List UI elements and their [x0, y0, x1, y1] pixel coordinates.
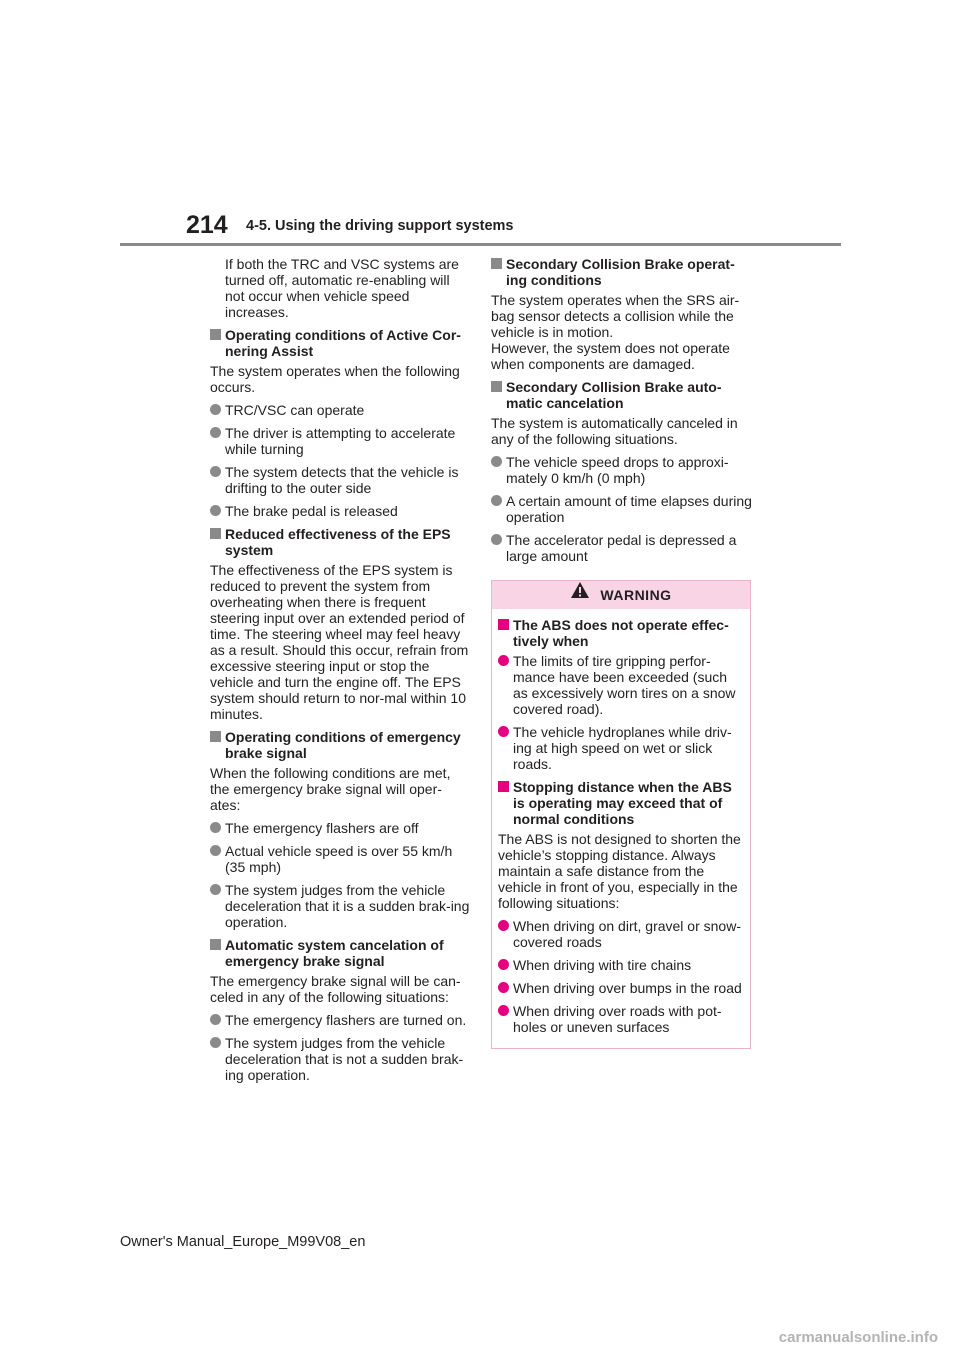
list-item [210, 425, 472, 457]
list-item [498, 1003, 744, 1035]
paragraph: The ABS is not designed to shorten the vehicle’s stopping distance. Always maintain a safe distance from the vehicle in front of you, especially in the following situations: [498, 831, 741, 911]
header-divider [120, 243, 841, 246]
paragraph [491, 292, 753, 372]
section-title: 4-5. Using the driving support systems [246, 218, 514, 234]
list-item-text: The brake pedal is released [225, 503, 398, 519]
right-column [491, 256, 753, 1049]
circle-bullet-icon [210, 1014, 221, 1025]
paragraph-line: However, the system does not operate when components are damaged. [491, 340, 730, 372]
heading-text: Automatic system cancelation of emergency brake signal [225, 937, 444, 969]
warning-heading-abs [498, 617, 744, 649]
list-item-text: The system detects that the vehicle is drifting to the outer side [225, 464, 459, 496]
warning-heading-stopping [498, 779, 744, 827]
heading-text: Secondary Collision Brake operat-ing conditions [506, 256, 735, 288]
footer-text: Owner's Manual_Europe_M99V08_en [120, 1234, 366, 1250]
section-heading-auto-cancel [210, 937, 472, 969]
square-bullet-icon [491, 381, 502, 392]
square-bullet-icon [210, 939, 221, 950]
heading-text: Operating conditions of Active Cor-nering Assist [225, 327, 461, 359]
intro-paragraph: If both the TRC and VSC systems are turned off, automatic re-enabling will not occur when vehicle speed increases. [225, 256, 459, 320]
warning-header [492, 581, 750, 609]
list-item-text: The limits of tire gripping perfor-mance have been exceeded (such as excessively worn tires on a snow covered road). [513, 653, 736, 717]
circle-bullet-icon [210, 822, 221, 833]
list-item [210, 820, 472, 836]
heading-text: Operating conditions of emergency brake signal [225, 729, 461, 761]
square-bullet-icon [210, 329, 221, 340]
circle-bullet-icon [498, 655, 509, 666]
circle-bullet-icon [491, 456, 502, 467]
watermark: carmanualsonline.info [778, 1329, 938, 1346]
circle-bullet-icon [498, 1005, 509, 1016]
list-item [498, 957, 744, 973]
paragraph-line: The system operates when the SRS air-bag sensor detects a collision while the vehicle is in motion. [491, 292, 740, 340]
warning-body [492, 609, 750, 1048]
circle-bullet-icon [210, 505, 221, 516]
list-item [491, 454, 753, 486]
circle-bullet-icon [491, 495, 502, 506]
square-bullet-icon [491, 258, 502, 269]
list-item [210, 1035, 472, 1083]
list-item-text: The vehicle speed drops to approxi-mately 0 km/h (0 mph) [506, 454, 729, 486]
list-item-text: The system judges from the vehicle deceleration that it is a sudden brak-ing operation. [225, 882, 470, 930]
list-item [498, 653, 744, 717]
section-heading-active-cornering [210, 327, 472, 359]
warning-triangle-icon [570, 580, 590, 608]
list-item [498, 918, 744, 950]
section-heading-scb-cancel [491, 379, 753, 411]
list-item-text: TRC/VSC can operate [225, 402, 365, 418]
circle-bullet-icon [210, 884, 221, 895]
circle-bullet-icon [498, 726, 509, 737]
square-bullet-icon [210, 528, 221, 539]
paragraph: The emergency brake signal will be can-celed in any of the following situations: [210, 973, 461, 1005]
square-bullet-icon [498, 619, 509, 630]
list-item-text: The vehicle hydroplanes while driv-ing at high speed on wet or slick roads. [513, 724, 732, 772]
list-item [210, 882, 472, 930]
warning-title: WARNING [600, 587, 672, 603]
heading-text: Reduced effectiveness of the EPS system [225, 526, 451, 558]
circle-bullet-icon [498, 982, 509, 993]
heading-text: Stopping distance when the ABS is operating may exceed that of normal conditions [513, 779, 732, 827]
list-item [498, 724, 744, 772]
list-item-text: The accelerator pedal is depressed a large amount [506, 532, 737, 564]
list-item-text: The driver is attempting to accelerate while turning [225, 425, 456, 457]
circle-bullet-icon [498, 959, 509, 970]
list-item-text: The emergency flashers are turned on. [225, 1012, 467, 1028]
square-bullet-icon [210, 731, 221, 742]
circle-bullet-icon [491, 534, 502, 545]
list-item-text: When driving with tire chains [513, 957, 692, 973]
paragraph: The effectiveness of the EPS system is reduced to prevent the system from overheating when there is frequent steering input over an extended period of time. The steering wheel may feel heavy as a result. Should this occur, refrain from excessive steering input or stop the vehicle and turn the engine off. The EPS system should return to nor-mal within 10 minutes. [210, 562, 469, 722]
list-item [491, 493, 753, 525]
list-item-text: A certain amount of time elapses during operation [506, 493, 752, 525]
list-item [210, 843, 472, 875]
circle-bullet-icon [210, 427, 221, 438]
circle-bullet-icon [210, 1037, 221, 1048]
circle-bullet-icon [210, 845, 221, 856]
list-item [210, 1012, 472, 1028]
paragraph: The system operates when the following occurs. [210, 363, 460, 395]
list-item [210, 503, 472, 519]
list-item [210, 464, 472, 496]
list-item-text: When driving on dirt, gravel or snow-covered roads [513, 918, 741, 950]
left-column [210, 256, 472, 1090]
list-item [498, 980, 744, 996]
list-item-text: The system judges from the vehicle deceleration that is not a sudden brak-ing operation. [225, 1035, 464, 1083]
paragraph: When the following conditions are met, the emergency brake signal will oper-ates: [210, 765, 451, 813]
section-heading-emergency-signal [210, 729, 472, 761]
list-item-text: When driving over roads with pot-holes or uneven surfaces [513, 1003, 722, 1035]
square-bullet-icon [498, 781, 509, 792]
paragraph: The system is automatically canceled in any of the following situations. [491, 415, 738, 447]
circle-bullet-icon [210, 404, 221, 415]
list-item-text: Actual vehicle speed is over 55 km/h (35 mph) [225, 843, 453, 875]
section-heading-scb-operating [491, 256, 753, 288]
list-item-text: When driving over bumps in the road [513, 980, 742, 996]
warning-box [491, 580, 751, 1049]
section-heading-eps [210, 526, 472, 558]
page-number: 214 [186, 211, 228, 239]
list-item [491, 532, 753, 564]
heading-text: Secondary Collision Brake auto-matic cancelation [506, 379, 722, 411]
circle-bullet-icon [498, 920, 509, 931]
circle-bullet-icon [210, 466, 221, 477]
list-item [210, 402, 472, 418]
heading-text: The ABS does not operate effec-tively when [513, 617, 729, 649]
list-item-text: The emergency flashers are off [225, 820, 419, 836]
